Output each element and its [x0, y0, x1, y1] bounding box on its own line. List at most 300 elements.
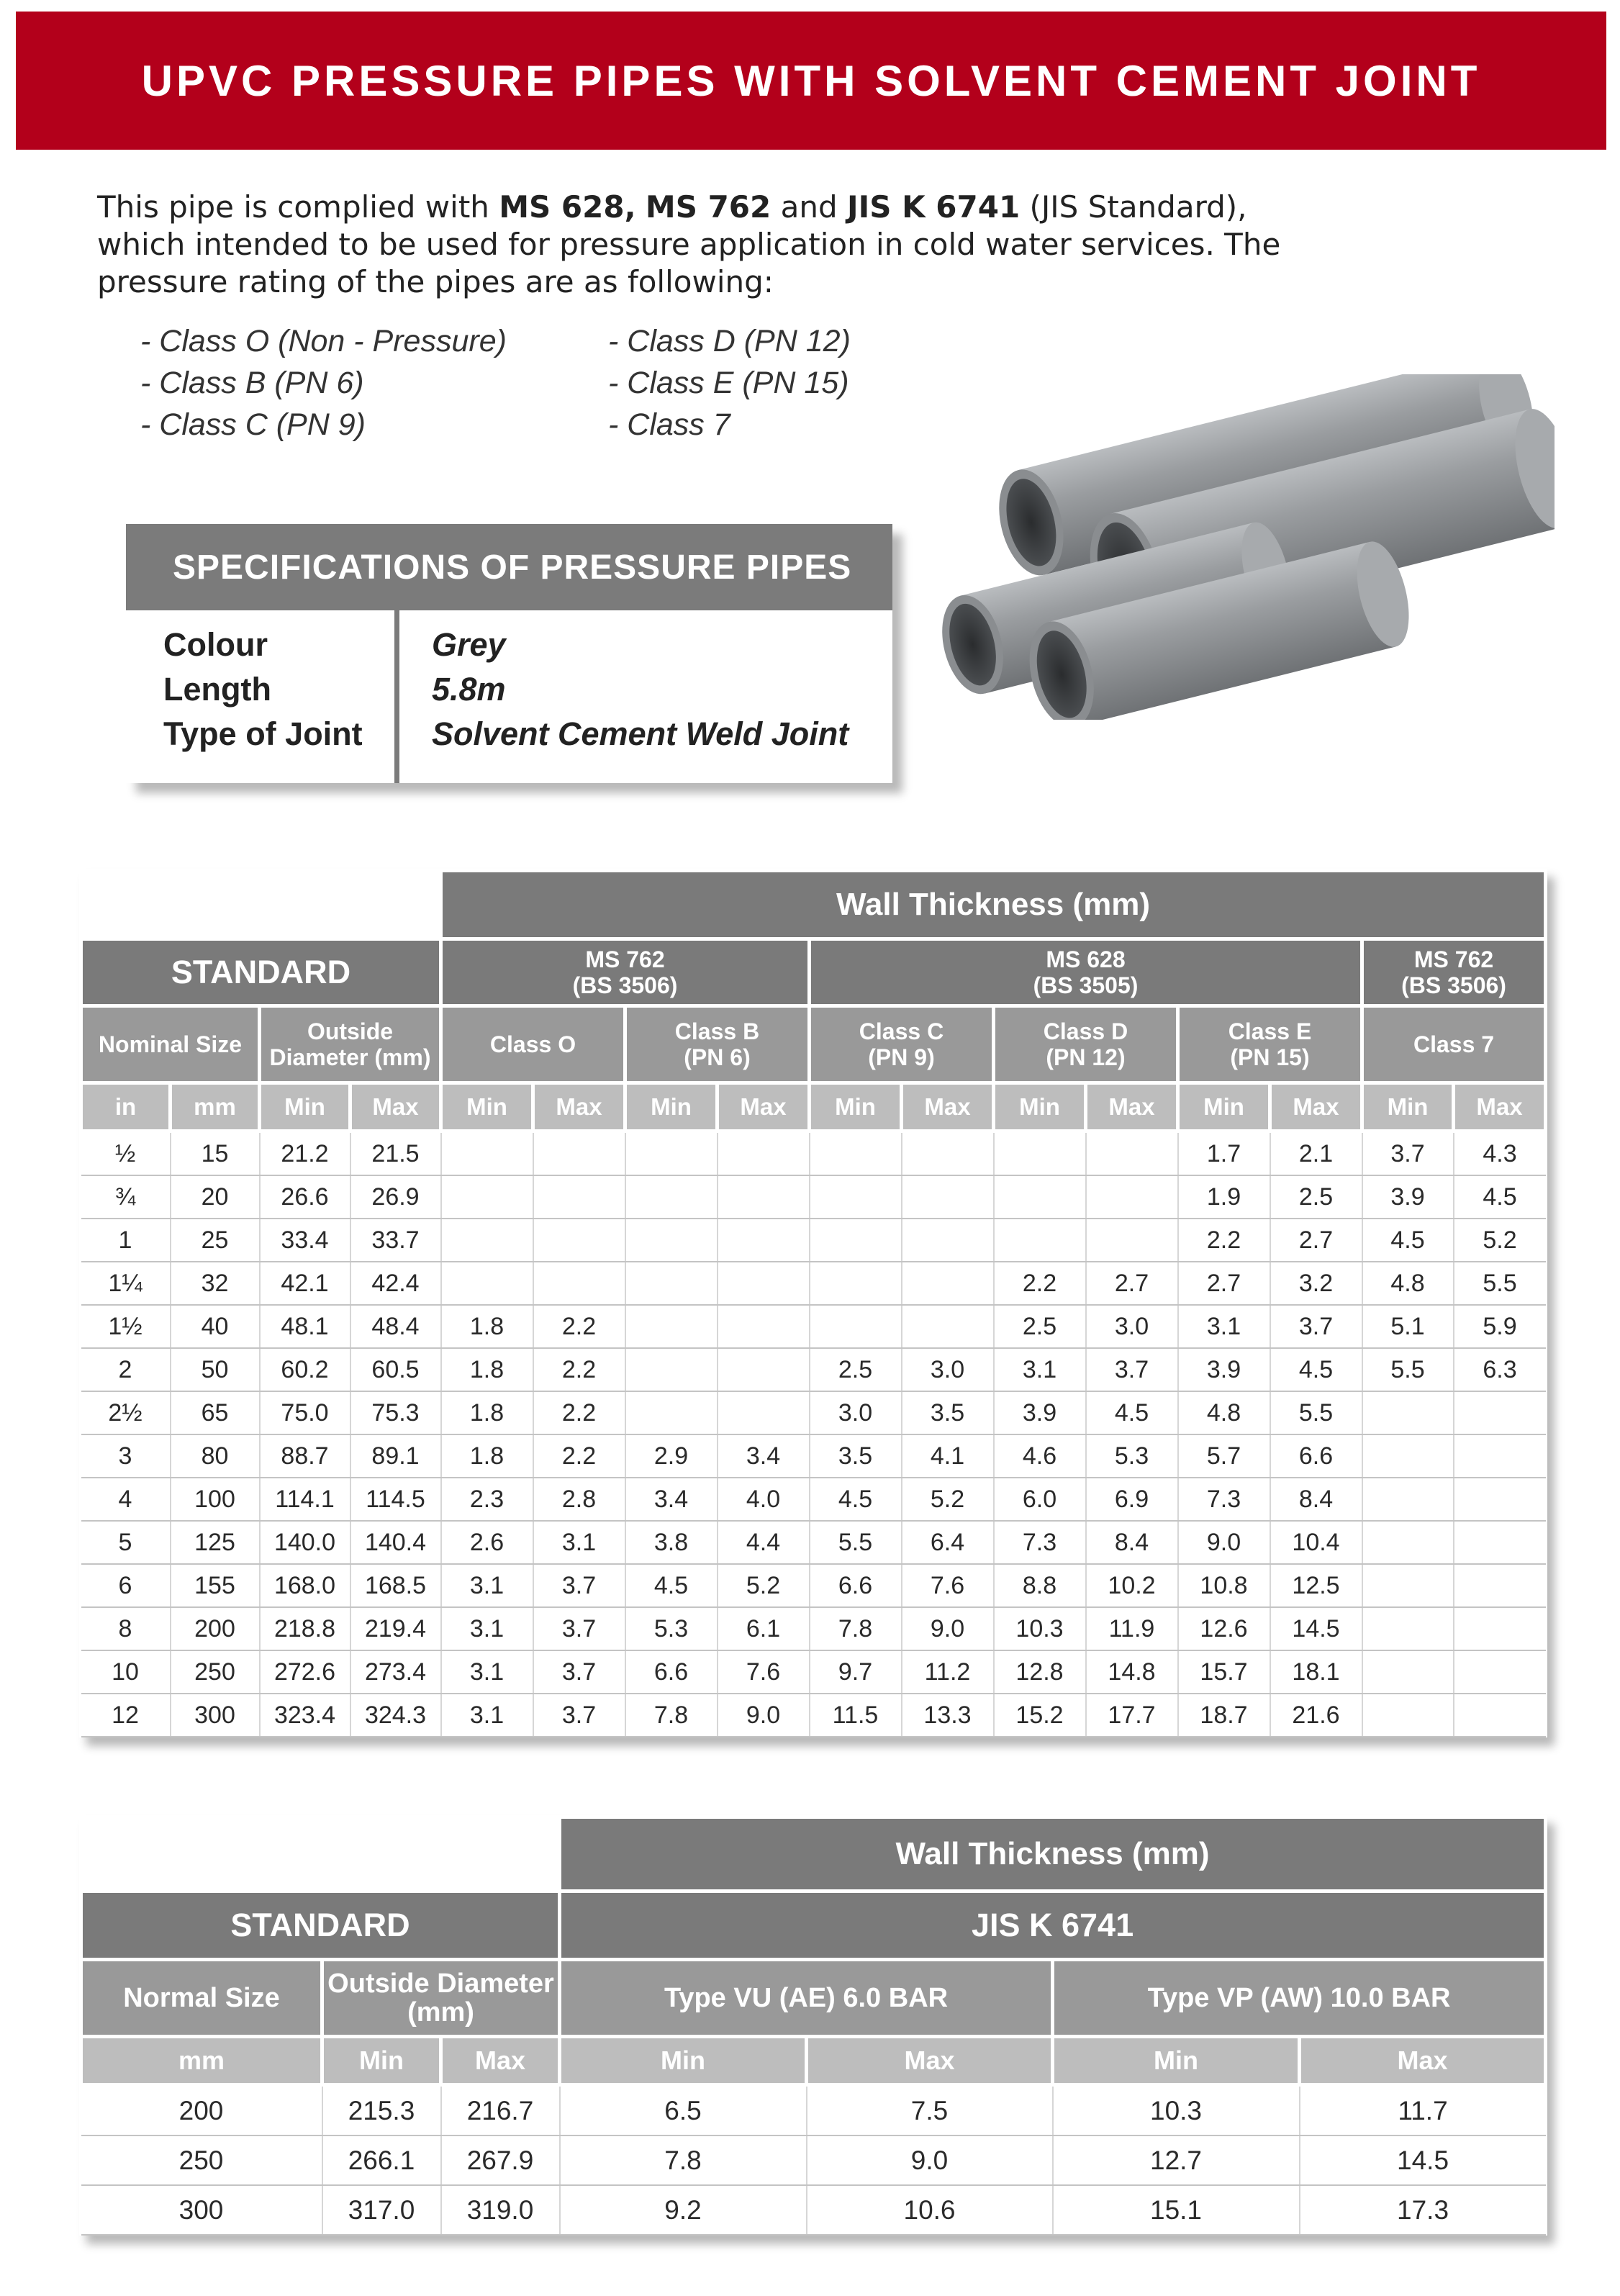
group-ms628: MS 628 (BS 3505) — [810, 939, 1362, 1006]
table-cell: 3.9 — [1362, 1175, 1454, 1219]
table-cell — [718, 1262, 810, 1305]
table-cell: 317.0 — [322, 2185, 441, 2235]
min-header: Min — [260, 1083, 350, 1131]
table-cell: 10.4 — [1270, 1521, 1362, 1564]
table-cell — [902, 1131, 994, 1176]
standard-ms762: MS 762 — [645, 189, 771, 225]
unit-mm-header: mm — [171, 1083, 260, 1131]
table-cell: 1.8 — [441, 1305, 533, 1348]
table-cell — [810, 1305, 902, 1348]
max-header: Max — [718, 1083, 810, 1131]
max-header: Max — [1086, 1083, 1178, 1131]
table-cell: 3.1 — [1178, 1305, 1270, 1348]
max-header: Max — [1300, 2037, 1546, 2085]
table-cell: 9.7 — [810, 1650, 902, 1694]
table-cell: 14.8 — [1086, 1650, 1178, 1694]
table-cell: 1.8 — [441, 1348, 533, 1391]
table-cell: 5.2 — [1454, 1219, 1546, 1262]
table-cell: 8.4 — [1086, 1521, 1178, 1564]
table-cell — [718, 1131, 810, 1176]
intro-paragraph — [97, 189, 1306, 301]
table-cell: 14.5 — [1270, 1607, 1362, 1650]
table-cell: 75.0 — [260, 1391, 350, 1434]
table-cell — [1086, 1131, 1178, 1176]
table-cell: 9.0 — [902, 1607, 994, 1650]
table-row — [81, 1262, 1546, 1305]
table-cell: 323.4 — [260, 1694, 350, 1737]
table-cell: 3.4 — [718, 1434, 810, 1478]
table-cell — [994, 1175, 1086, 1219]
table-row — [81, 1521, 1546, 1564]
jis-table-body — [81, 2085, 1546, 2236]
table-cell: 6.4 — [902, 1521, 994, 1564]
table-cell: 3.7 — [533, 1694, 625, 1737]
table-cell: 1½ — [81, 1305, 171, 1348]
table-cell: 32 — [171, 1262, 260, 1305]
spec-label-colour: Colour — [163, 626, 268, 663]
table-cell — [810, 1175, 902, 1219]
table-cell: 215.3 — [322, 2085, 441, 2136]
table-cell: 7.6 — [902, 1564, 994, 1607]
table-cell: 218.8 — [260, 1607, 350, 1650]
table-cell: 2.2 — [533, 1305, 625, 1348]
table-cell: 4.5 — [1454, 1175, 1546, 1219]
table-cell: 12.6 — [1178, 1607, 1270, 1650]
table-cell: 6.5 — [560, 2085, 807, 2136]
table-cell — [1362, 1607, 1454, 1650]
table-cell: 2.7 — [1178, 1262, 1270, 1305]
table-cell: 272.6 — [260, 1650, 350, 1694]
table-cell: 2.9 — [625, 1434, 718, 1478]
table-cell: 3.0 — [902, 1348, 994, 1391]
table-cell: 6.6 — [810, 1564, 902, 1607]
table-cell — [1454, 1564, 1546, 1607]
spec-value-joint: Solvent Cement Weld Joint — [432, 715, 849, 752]
table-cell: 21.5 — [350, 1131, 441, 1176]
table-cell: 21.6 — [1270, 1694, 1362, 1737]
max-header: Max — [350, 1083, 441, 1131]
table-cell — [902, 1262, 994, 1305]
table-cell: 4 — [81, 1478, 171, 1521]
table-cell: 267.9 — [441, 2135, 560, 2185]
table-cell: 168.0 — [260, 1564, 350, 1607]
table-row — [81, 1434, 1546, 1478]
table-cell — [1362, 1434, 1454, 1478]
normal-size-header: Normal Size — [81, 1960, 322, 2037]
ms-pressure-table — [79, 869, 1547, 1737]
table-cell: 2.5 — [1270, 1175, 1362, 1219]
spec-label-length: Length — [163, 671, 271, 708]
table-cell: 5.2 — [718, 1564, 810, 1607]
jis-standard-header: STANDARD — [81, 1892, 560, 1960]
table-cell: 11.9 — [1086, 1607, 1178, 1650]
table-cell: 3.1 — [441, 1650, 533, 1694]
table-cell: 10.3 — [1053, 2085, 1300, 2136]
table-cell: 25 — [171, 1219, 260, 1262]
table-cell — [718, 1305, 810, 1348]
table-cell: 42.1 — [260, 1262, 350, 1305]
table-cell: 5.2 — [902, 1478, 994, 1521]
table-cell: 4.8 — [1362, 1262, 1454, 1305]
table-cell — [533, 1262, 625, 1305]
table-cell — [810, 1219, 902, 1262]
table-cell: 2.1 — [1270, 1131, 1362, 1176]
table-cell: 80 — [171, 1434, 260, 1478]
table-cell — [994, 1131, 1086, 1176]
table-cell — [1454, 1478, 1546, 1521]
table-cell: 140.4 — [350, 1521, 441, 1564]
table-cell: 10.2 — [1086, 1564, 1178, 1607]
specifications-title: SPECIFICATIONS OF PRESSURE PIPES — [126, 524, 892, 610]
class-e-header: Class E (PN 15) — [1178, 1006, 1362, 1083]
table-cell — [1454, 1434, 1546, 1478]
table-cell: 7.5 — [807, 2085, 1053, 2136]
min-header: Min — [322, 2037, 441, 2085]
table-cell: 266.1 — [322, 2135, 441, 2185]
table-cell: 6.6 — [1270, 1434, 1362, 1478]
table-cell — [1362, 1391, 1454, 1434]
table-cell: 2.2 — [533, 1348, 625, 1391]
group-ms762-b: MS 762 (BS 3506) — [1362, 939, 1546, 1006]
table-cell: 4.5 — [1362, 1219, 1454, 1262]
table-cell: 200 — [81, 2085, 322, 2136]
table-cell: 168.5 — [350, 1564, 441, 1607]
table-cell: 216.7 — [441, 2085, 560, 2136]
table-cell — [1362, 1694, 1454, 1737]
table-cell: 7.3 — [994, 1521, 1086, 1564]
table-cell: 15.7 — [1178, 1650, 1270, 1694]
max-header: Max — [1454, 1083, 1546, 1131]
page-title: UPVC PRESSURE PIPES WITH SOLVENT CEMENT JOINT — [141, 56, 1481, 105]
table-cell: 4.0 — [718, 1478, 810, 1521]
table-cell: 1.8 — [441, 1391, 533, 1434]
table-cell: 219.4 — [350, 1607, 441, 1650]
min-header: Min — [1362, 1083, 1454, 1131]
table-cell: 3.5 — [810, 1434, 902, 1478]
table-cell: 140.0 — [260, 1521, 350, 1564]
table-cell: 3.7 — [1270, 1305, 1362, 1348]
table-cell: 250 — [81, 2135, 322, 2185]
table-cell: 60.5 — [350, 1348, 441, 1391]
jis-outside-diameter-header: Outside Diameter (mm) — [322, 1960, 560, 2037]
jis-wall-thickness-header: Wall Thickness (mm) — [560, 1817, 1546, 1892]
table-cell: 3.7 — [533, 1564, 625, 1607]
table-row — [81, 1564, 1546, 1607]
table-cell: 4.5 — [625, 1564, 718, 1607]
spec-value-colour: Grey — [432, 626, 506, 663]
table-cell: 5.7 — [1178, 1434, 1270, 1478]
table-cell: 7.6 — [718, 1650, 810, 1694]
table-cell: 300 — [81, 2185, 322, 2235]
table-cell: 33.4 — [260, 1219, 350, 1262]
table-cell: 7.8 — [810, 1607, 902, 1650]
table-cell: 21.2 — [260, 1131, 350, 1176]
table-row — [81, 1607, 1546, 1650]
table-cell: 3.9 — [994, 1391, 1086, 1434]
table-cell: 12.5 — [1270, 1564, 1362, 1607]
table-cell — [810, 1262, 902, 1305]
spec-value-length: 5.8m — [432, 671, 506, 708]
max-header: Max — [441, 2037, 560, 2085]
table-cell: 3.1 — [533, 1521, 625, 1564]
table-cell: 8.8 — [994, 1564, 1086, 1607]
table-cell — [1362, 1564, 1454, 1607]
table-cell — [625, 1305, 718, 1348]
table-cell: 2.5 — [810, 1348, 902, 1391]
table-cell: 4.5 — [810, 1478, 902, 1521]
table-cell: 4.5 — [1086, 1391, 1178, 1434]
title-banner — [16, 12, 1606, 150]
class-b-header: Class B (PN 6) — [625, 1006, 810, 1083]
table-cell: 1.8 — [441, 1434, 533, 1478]
table-cell — [1454, 1694, 1546, 1737]
table-cell: 10.8 — [1178, 1564, 1270, 1607]
table-row — [81, 1694, 1546, 1737]
table-cell: 48.4 — [350, 1305, 441, 1348]
table-cell: 2.2 — [533, 1391, 625, 1434]
table-cell: 3.4 — [625, 1478, 718, 1521]
table-cell: 48.1 — [260, 1305, 350, 1348]
min-header: Min — [560, 2037, 807, 2085]
table-row — [81, 2135, 1546, 2185]
table-cell: 12.8 — [994, 1650, 1086, 1694]
pipes-illustration — [936, 374, 1555, 720]
class-c-header: Class C (PN 9) — [810, 1006, 994, 1083]
jis-group-header: JIS K 6741 — [560, 1892, 1546, 1960]
table-cell: 1.9 — [1178, 1175, 1270, 1219]
table-cell: 5.5 — [810, 1521, 902, 1564]
class-o-header: Class O — [441, 1006, 625, 1083]
table-cell: 5 — [81, 1521, 171, 1564]
table-cell: 5.9 — [1454, 1305, 1546, 1348]
table-cell: 9.0 — [718, 1694, 810, 1737]
min-header: Min — [1053, 2037, 1300, 2085]
table-cell — [533, 1131, 625, 1176]
table-cell: 125 — [171, 1521, 260, 1564]
table-cell — [1454, 1521, 1546, 1564]
table-cell: 3.9 — [1178, 1348, 1270, 1391]
table-cell: 2.6 — [441, 1521, 533, 1564]
table-cell — [1362, 1478, 1454, 1521]
table-cell — [625, 1348, 718, 1391]
nominal-size-header: Nominal Size — [81, 1006, 260, 1083]
table-row — [81, 1391, 1546, 1434]
table-cell: ¾ — [81, 1175, 171, 1219]
standard-jis: JIS K 6741 — [846, 189, 1021, 225]
table-cell: 12.7 — [1053, 2135, 1300, 2185]
table-cell — [625, 1175, 718, 1219]
table-cell: 7.8 — [625, 1694, 718, 1737]
table-cell: 5.3 — [1086, 1434, 1178, 1478]
specifications-box — [126, 524, 892, 783]
table-cell: 4.4 — [718, 1521, 810, 1564]
table-cell: 3.7 — [533, 1607, 625, 1650]
table-cell: 2.2 — [1178, 1219, 1270, 1262]
table-cell: 33.7 — [350, 1219, 441, 1262]
table-row — [81, 1305, 1546, 1348]
table-cell: 2½ — [81, 1391, 171, 1434]
table-cell — [718, 1175, 810, 1219]
table-cell: 1.7 — [1178, 1131, 1270, 1176]
class-item: - Class O (Non - Pressure) — [140, 324, 507, 358]
table-cell: 2.5 — [994, 1305, 1086, 1348]
table-cell: 3.8 — [625, 1521, 718, 1564]
table-cell: 5.5 — [1454, 1262, 1546, 1305]
table-cell: 4.3 — [1454, 1131, 1546, 1176]
table-cell: 324.3 — [350, 1694, 441, 1737]
table-cell: 42.4 — [350, 1262, 441, 1305]
min-header: Min — [810, 1083, 902, 1131]
table-cell: 17.7 — [1086, 1694, 1178, 1737]
table-cell: 3.1 — [994, 1348, 1086, 1391]
standard-ms628: MS 628, — [499, 189, 636, 225]
table-cell: 6.0 — [994, 1478, 1086, 1521]
table-cell: 13.3 — [902, 1694, 994, 1737]
table-cell: 10.6 — [807, 2185, 1053, 2235]
table-cell: 5.5 — [1270, 1391, 1362, 1434]
table-cell: 75.3 — [350, 1391, 441, 1434]
table-cell: 18.7 — [1178, 1694, 1270, 1737]
jis-pressure-table — [79, 1815, 1547, 2236]
table-cell — [441, 1131, 533, 1176]
min-header: Min — [625, 1083, 718, 1131]
class-item: - Class 7 — [608, 407, 730, 442]
table-cell: 60.2 — [260, 1348, 350, 1391]
table-cell: 10 — [81, 1650, 171, 1694]
table-cell: 5.1 — [1362, 1305, 1454, 1348]
table-cell: 18.1 — [1270, 1650, 1362, 1694]
type-vp-header: Type VP (AW) 10.0 BAR — [1053, 1960, 1546, 2037]
table-cell: 3.0 — [1086, 1305, 1178, 1348]
spec-label-joint: Type of Joint — [163, 715, 363, 752]
table-cell: 1 — [81, 1219, 171, 1262]
class-item: - Class C (PN 9) — [140, 407, 366, 442]
table-cell: 2.7 — [1270, 1219, 1362, 1262]
table-cell: 11.7 — [1300, 2085, 1546, 2136]
table-cell: 319.0 — [441, 2185, 560, 2235]
table-cell — [625, 1262, 718, 1305]
table-cell: 9.0 — [807, 2135, 1053, 2185]
table-cell: 250 — [171, 1650, 260, 1694]
intro-text-4: (JIS Standard), which intended to be used for pressure application in cold water services. The pressure rating of the pipes are as following: — [97, 189, 1281, 299]
table-cell: 100 — [171, 1478, 260, 1521]
table-cell — [1454, 1607, 1546, 1650]
table-cell: 2.8 — [533, 1478, 625, 1521]
table-cell: 11.2 — [902, 1650, 994, 1694]
table-row — [81, 1131, 1546, 1176]
table-cell: 2.3 — [441, 1478, 533, 1521]
table-cell: 12 — [81, 1694, 171, 1737]
outside-diameter-header: Outside Diameter (mm) — [260, 1006, 441, 1083]
max-header: Max — [533, 1083, 625, 1131]
table-cell — [441, 1219, 533, 1262]
min-header: Min — [1178, 1083, 1270, 1131]
min-header: Min — [441, 1083, 533, 1131]
table-cell: 200 — [171, 1607, 260, 1650]
max-header: Max — [807, 2037, 1053, 2085]
specs-divider — [394, 610, 399, 783]
table-cell: 40 — [171, 1305, 260, 1348]
table-cell — [902, 1175, 994, 1219]
class-7-header: Class 7 — [1362, 1006, 1546, 1083]
table-cell — [1454, 1650, 1546, 1694]
standard-header: STANDARD — [81, 939, 441, 1006]
table-cell — [902, 1219, 994, 1262]
table-row — [81, 1219, 1546, 1262]
table-cell: 2.2 — [994, 1262, 1086, 1305]
table-row — [81, 1348, 1546, 1391]
table-cell: 11.5 — [810, 1694, 902, 1737]
table-cell: 3.7 — [1362, 1131, 1454, 1176]
wall-thickness-header: Wall Thickness (mm) — [441, 871, 1546, 939]
class-item: - Class D (PN 12) — [608, 324, 851, 358]
table-cell — [1362, 1650, 1454, 1694]
class-item: - Class B (PN 6) — [140, 366, 364, 400]
table-cell: 6.3 — [1454, 1348, 1546, 1391]
table-cell — [533, 1175, 625, 1219]
type-vu-header: Type VU (AE) 6.0 BAR — [560, 1960, 1053, 2037]
table-cell: 15 — [171, 1131, 260, 1176]
table-cell: 1¼ — [81, 1262, 171, 1305]
table-cell: 3.1 — [441, 1607, 533, 1650]
table-cell: 89.1 — [350, 1434, 441, 1478]
table-cell: 8.4 — [1270, 1478, 1362, 1521]
table-cell: 273.4 — [350, 1650, 441, 1694]
table-cell: 10.3 — [994, 1607, 1086, 1650]
table-cell — [625, 1219, 718, 1262]
table-cell: 4.6 — [994, 1434, 1086, 1478]
table-cell: ½ — [81, 1131, 171, 1176]
table-cell: 15.1 — [1053, 2185, 1300, 2235]
table-cell — [441, 1262, 533, 1305]
table-cell: 3.1 — [441, 1564, 533, 1607]
table-row — [81, 1650, 1546, 1694]
table-row — [81, 2185, 1546, 2235]
table-cell: 2.7 — [1086, 1262, 1178, 1305]
table-cell — [625, 1391, 718, 1434]
max-header: Max — [902, 1083, 994, 1131]
table-cell: 6 — [81, 1564, 171, 1607]
table-cell — [902, 1305, 994, 1348]
table-cell: 2 — [81, 1348, 171, 1391]
table-cell — [1086, 1219, 1178, 1262]
table-cell: 8 — [81, 1607, 171, 1650]
table-cell: 6.9 — [1086, 1478, 1178, 1521]
table-cell — [994, 1219, 1086, 1262]
group-ms762-a: MS 762 (BS 3506) — [441, 939, 810, 1006]
table-row — [81, 1478, 1546, 1521]
table-cell: 50 — [171, 1348, 260, 1391]
table-cell — [1454, 1391, 1546, 1434]
intro-text-3: and — [771, 189, 847, 225]
table-cell: 3.7 — [1086, 1348, 1178, 1391]
intro-text-1: This pipe is complied with — [97, 189, 499, 225]
table-cell: 26.6 — [260, 1175, 350, 1219]
table-cell — [533, 1219, 625, 1262]
table-cell: 3 — [81, 1434, 171, 1478]
table-cell: 3.2 — [1270, 1262, 1362, 1305]
table-cell: 2.2 — [533, 1434, 625, 1478]
table-cell: 7.3 — [1178, 1478, 1270, 1521]
table-cell: 88.7 — [260, 1434, 350, 1478]
table-row — [81, 1175, 1546, 1219]
table-cell — [625, 1131, 718, 1176]
table-cell: 3.1 — [441, 1694, 533, 1737]
table-cell: 4.5 — [1270, 1348, 1362, 1391]
table-cell — [1362, 1521, 1454, 1564]
table-cell: 15.2 — [994, 1694, 1086, 1737]
table-cell: 17.3 — [1300, 2185, 1546, 2235]
